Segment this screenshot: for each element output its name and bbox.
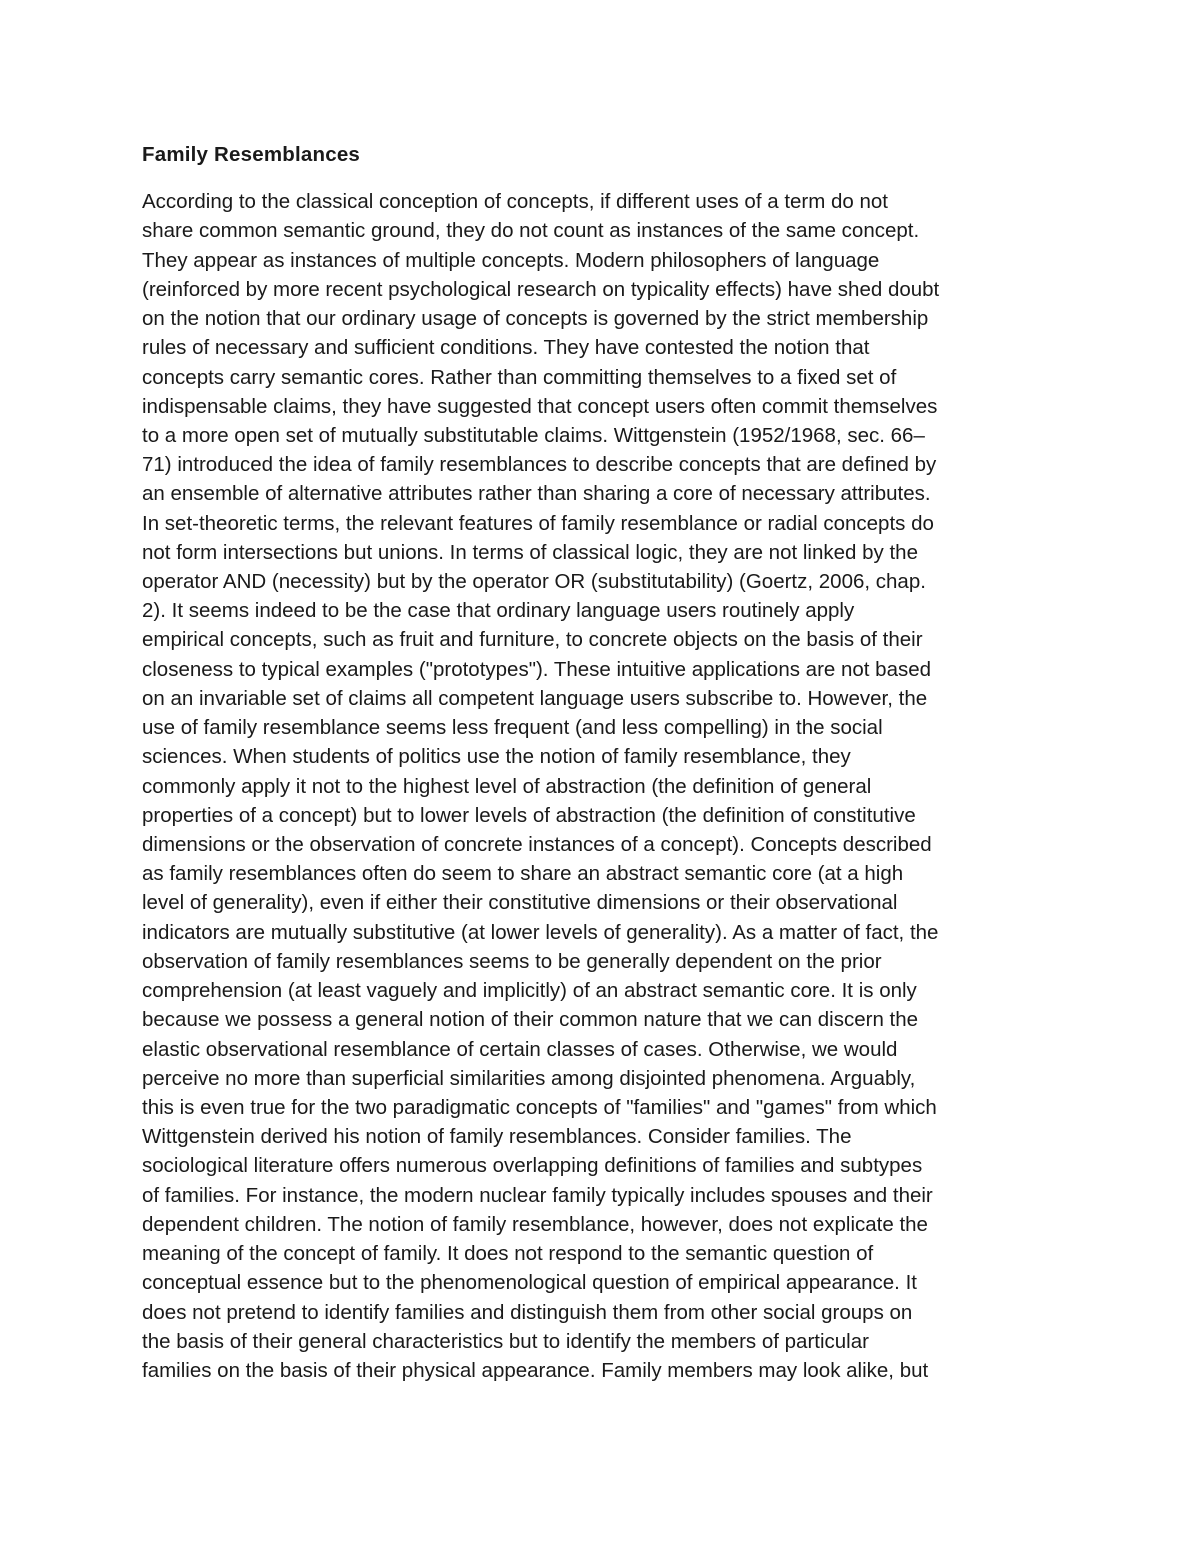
text-line: share common semantic ground, they do not count as instances of the same concept. bbox=[142, 219, 920, 243]
text-line: concepts carry semantic cores. Rather than committing themselves to a fixed set of bbox=[142, 365, 897, 389]
text-line: families on the basis of their physical appearance. Family members may look alike, but bbox=[142, 1358, 929, 1382]
text-line: conceptual essence but to the phenomenological question of empirical appearance. It bbox=[142, 1271, 917, 1295]
text-line: on the notion that our ordinary usage of concepts is governed by the strict membership bbox=[142, 307, 929, 331]
text-line: (reinforced by more recent psychological research on typicality effects) have shed doubt bbox=[142, 277, 940, 301]
text-line: level of generality), even if either their constitutive dimensions or their observational bbox=[142, 891, 898, 915]
text-line: dimensions or the observation of concrete instances of a concept). Concepts described bbox=[142, 833, 932, 857]
text-line: the basis of their general characteristics but to identify the members of particular bbox=[142, 1329, 869, 1353]
text-line: closeness to typical examples ("prototypes"). These intuitive applications are not based bbox=[142, 657, 932, 681]
text-line: empirical concepts, such as fruit and furniture, to concrete objects on the basis of their bbox=[142, 628, 923, 652]
text-line: not form intersections but unions. In terms of classical logic, they are not linked by the bbox=[142, 540, 918, 564]
text-line: They appear as instances of multiple concepts. Modern philosophers of language bbox=[142, 248, 880, 272]
body-paragraph bbox=[142, 187, 1072, 1385]
text-line: indispensable claims, they have suggested that concept users often commit themselves bbox=[142, 394, 938, 418]
document-body bbox=[142, 140, 1072, 1385]
text-line: 2). It seems indeed to be the case that ordinary language users routinely apply bbox=[142, 599, 855, 623]
text-line: comprehension (at least vaguely and implicitly) of an abstract semantic core. It is only bbox=[142, 979, 917, 1003]
text-line: elastic observational resemblance of certain classes of cases. Otherwise, we would bbox=[142, 1037, 898, 1061]
text-line: commonly apply it not to the highest level of abstraction (the definition of general bbox=[142, 774, 872, 798]
text-line: sociological literature offers numerous overlapping definitions of families and subtypes bbox=[142, 1154, 923, 1178]
text-line: as family resemblances often do seem to share an abstract semantic core (at a high bbox=[142, 862, 904, 886]
text-line: rules of necessary and sufficient conditions. They have contested the notion that bbox=[142, 336, 870, 360]
text-line: dependent children. The notion of family resemblance, however, does not explicate the bbox=[142, 1212, 928, 1236]
text-line: meaning of the concept of family. It does not respond to the semantic question of bbox=[142, 1242, 874, 1266]
document-title: Family Resemblances bbox=[142, 143, 361, 166]
text-line: use of family resemblance seems less frequent (and less compelling) in the social bbox=[142, 716, 883, 740]
text-line: because we possess a general notion of their common nature that we can discern the bbox=[142, 1008, 919, 1032]
text-line: on an invariable set of claims all competent language users subscribe to. However, the bbox=[142, 686, 928, 710]
text-line: operator AND (necessity) but by the operator OR (substitutability) (Goertz, 2006, chap. bbox=[142, 570, 926, 594]
text-line: In set-theoretic terms, the relevant features of family resemblance or radial concepts do bbox=[142, 511, 934, 535]
text-line: sciences. When students of politics use the notion of family resemblance, they bbox=[142, 745, 851, 769]
text-line: does not pretend to identify families and distinguish them from other social groups on bbox=[142, 1300, 913, 1324]
text-line: Wittgenstein derived his notion of family resemblances. Consider families. The bbox=[142, 1125, 852, 1149]
text-line: perceive no more than superficial similarities among disjointed phenomena. Arguably, bbox=[142, 1066, 916, 1090]
text-line: this is even true for the two paradigmatic concepts of "families" and "games" from which bbox=[142, 1095, 937, 1119]
text-line: of families. For instance, the modern nuclear family typically includes spouses and their bbox=[142, 1183, 933, 1207]
text-line: properties of a concept) but to lower levels of abstraction (the definition of constitutive bbox=[142, 803, 916, 827]
text-line: indicators are mutually substitutive (at lower levels of generality). As a matter of fact, the bbox=[142, 920, 939, 944]
text-line: According to the classical conception of concepts, if different uses of a term do not bbox=[142, 190, 889, 214]
text-line: to a more open set of mutually substitutable claims. Wittgenstein (1952/1968, sec. 66– bbox=[142, 423, 925, 447]
text-line: observation of family resemblances seems to be generally dependent on the prior bbox=[142, 949, 882, 973]
text-line: an ensemble of alternative attributes rather than sharing a core of necessary attributes. bbox=[142, 482, 931, 506]
text-line: 71) introduced the idea of family resemblances to describe concepts that are defined by bbox=[142, 453, 937, 477]
